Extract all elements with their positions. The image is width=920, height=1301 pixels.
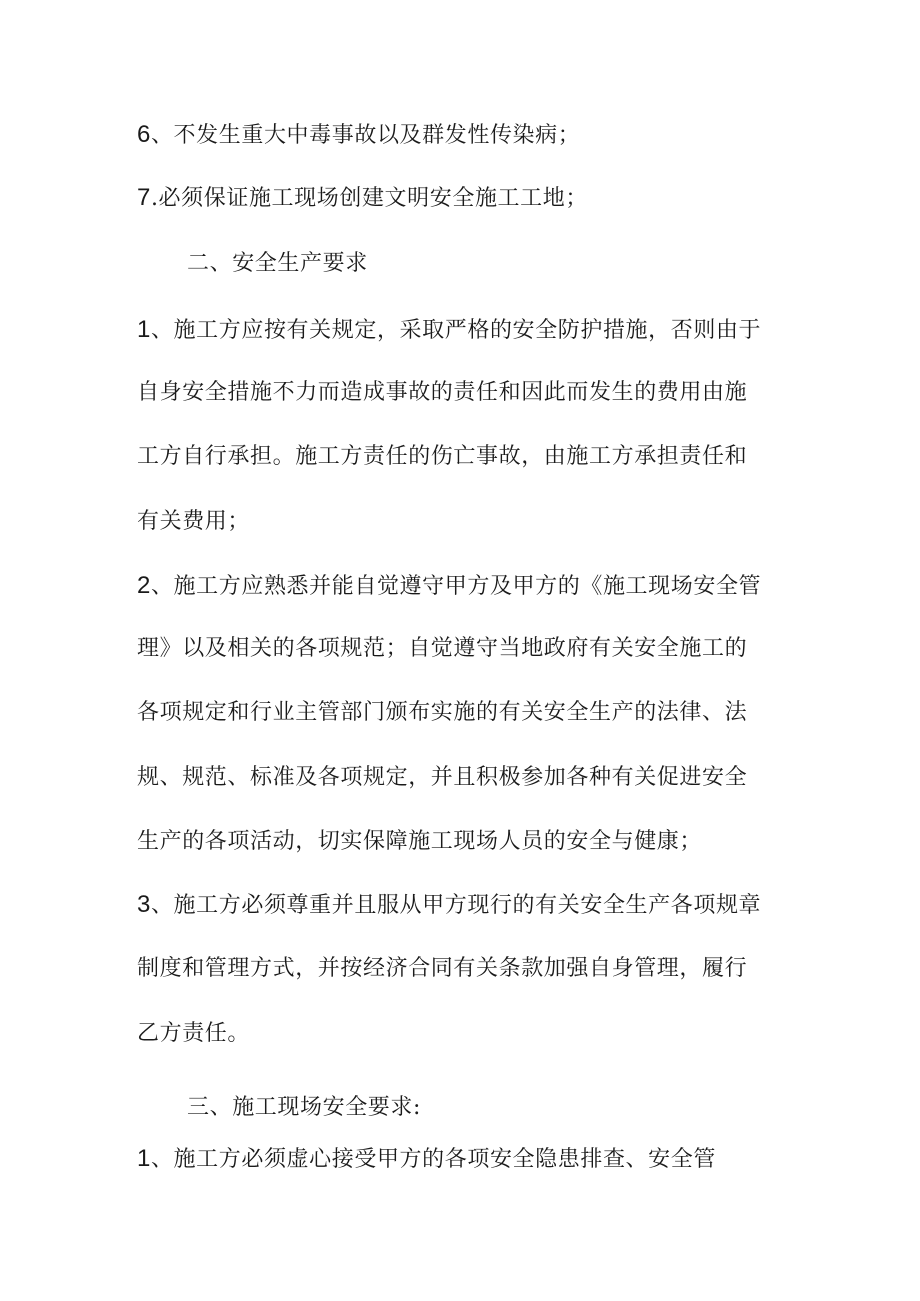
item-text: 理》以及相关的各项规范；自觉遵守当地政府有关安全施工的: [137, 636, 748, 661]
item-6: [137, 120, 580, 151]
item-number: 1: [137, 316, 151, 343]
item-number: 1: [137, 1145, 151, 1172]
section-heading-2: [187, 249, 368, 279]
item-text: 乙方责任。: [137, 1021, 251, 1046]
item-text: 、施工方应熟悉并能自觉遵守甲方及甲方的《施工现场安全管: [150, 574, 762, 599]
item-2-2-line-3: [137, 698, 747, 728]
item-text: 规、规范、标准及各项规定，并且积极参加各种有关促进安全: [137, 765, 748, 790]
item-2-1-line-4: [137, 507, 250, 537]
item-text: 有关费用；: [137, 509, 251, 534]
item-text: 、施工方应按有关规定，采取严格的安全防护措施，否则由于: [150, 318, 762, 343]
item-2-2-line-4: [137, 763, 747, 793]
item-7: [137, 183, 588, 214]
section-heading-text: 三、施工现场安全要求:: [187, 1095, 422, 1120]
section-heading-3: [187, 1093, 421, 1123]
item-number: 7: [137, 184, 151, 211]
item-text: .必须保证施工现场创建文明安全施工工地；: [150, 186, 588, 211]
item-number: 3: [137, 891, 151, 918]
item-text: 生产的各项活动，切实保障施工现场人员的安全与健康；: [137, 829, 703, 854]
section-heading-text: 二、安全生产要求: [187, 251, 368, 276]
item-text: 、不发生重大中毒事故以及群发性传染病；: [150, 123, 581, 148]
item-2-1-line-2: [137, 378, 747, 408]
item-2-2-line-2: [137, 634, 747, 664]
item-text: 制度和管理方式，并按经济合同有关条款加强自身管理，履行: [137, 956, 748, 981]
item-2-3-line-3: [137, 1019, 250, 1049]
item-2-2-line-1: [137, 571, 761, 602]
item-2-1-line-3: [137, 442, 747, 472]
item-number: 6: [137, 121, 151, 148]
item-text: 自身安全措施不力而造成事故的责任和因此而发生的费用由施: [137, 380, 748, 405]
item-text: 各项规定和行业主管部门颁布实施的有关安全生产的法律、法: [137, 700, 748, 725]
item-2-3-line-2: [137, 954, 747, 984]
item-number: 2: [137, 572, 151, 599]
item-text: 工方自行承担。施工方责任的伤亡事故，由施工方承担责任和: [137, 444, 748, 469]
item-2-2-line-5: [137, 827, 702, 857]
item-text: 、施工方必须虚心接受甲方的各项安全隐患排查、安全管: [150, 1147, 716, 1172]
item-2-1-line-1: [137, 315, 761, 346]
item-text: 、施工方必须尊重并且服从甲方现行的有关安全生产各项规章: [150, 893, 762, 918]
item-3-1-line-1: [137, 1144, 716, 1175]
item-2-3-line-1: [137, 890, 761, 921]
